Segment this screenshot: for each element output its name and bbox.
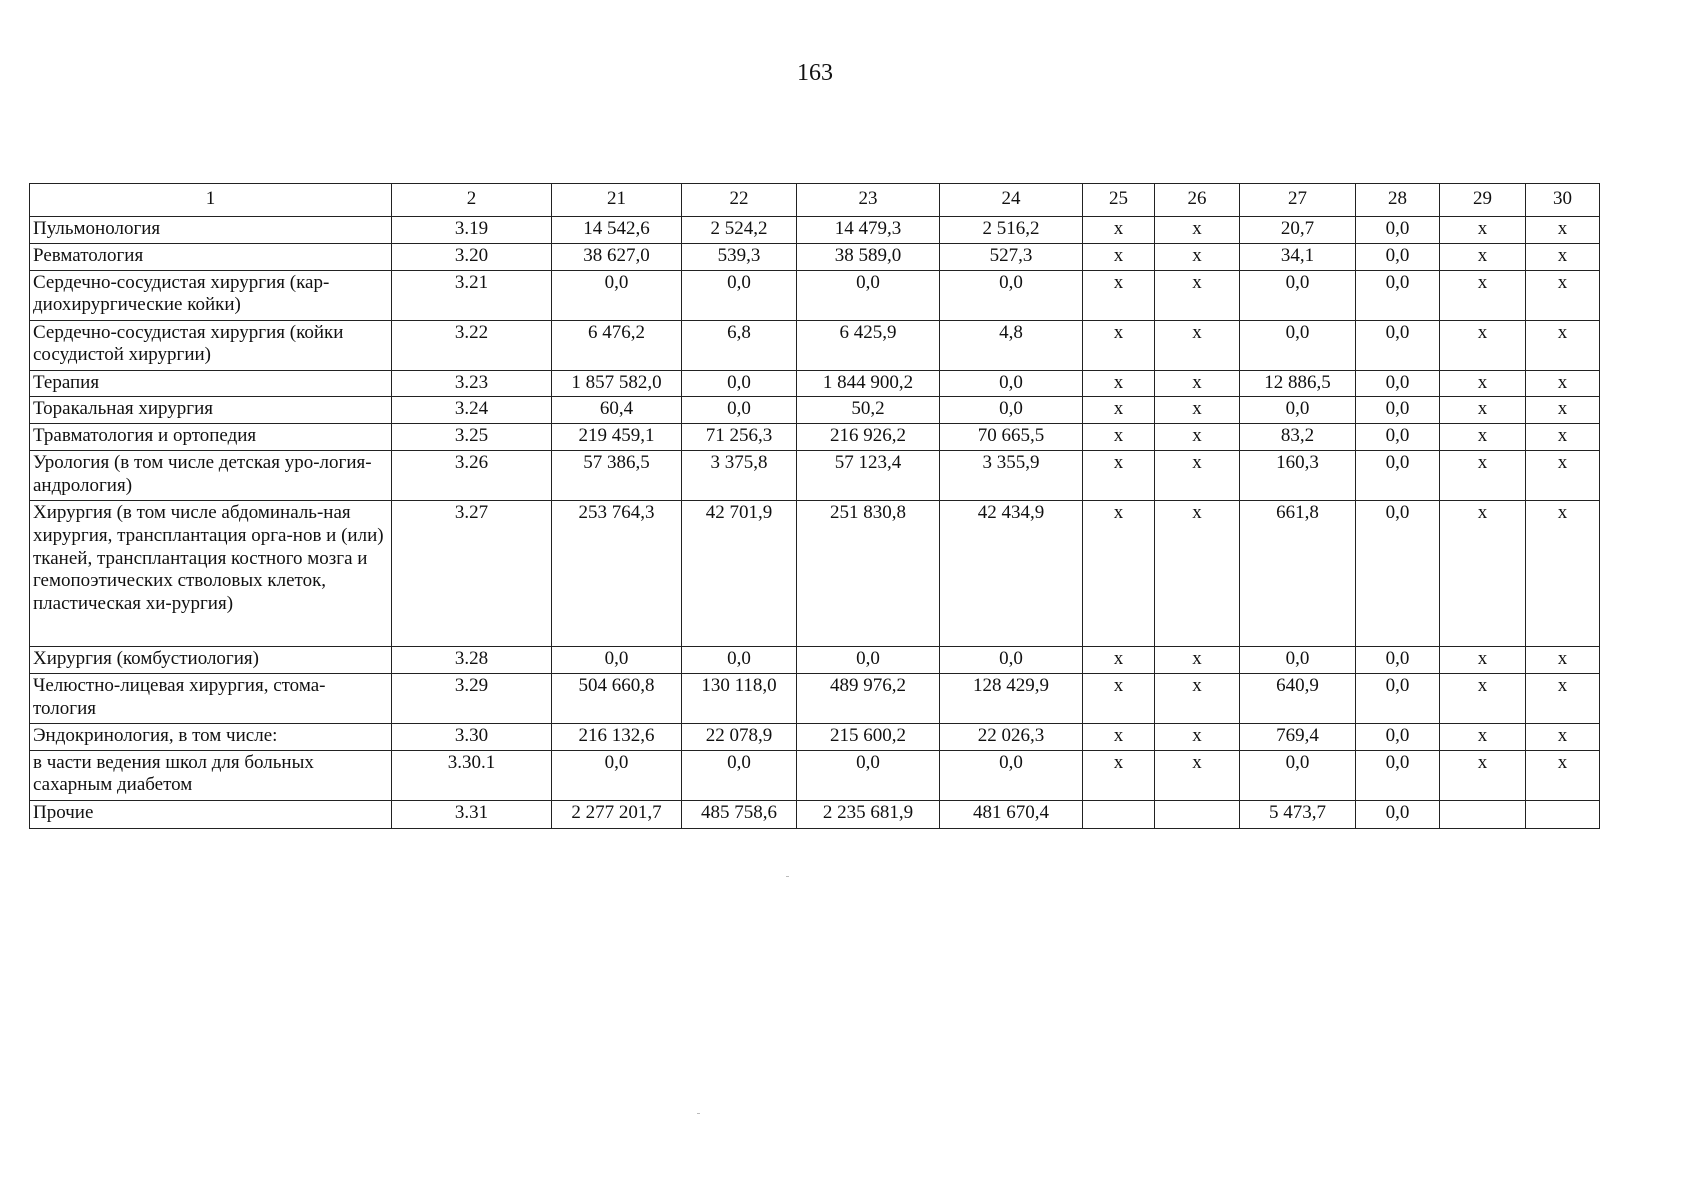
col-23-cell: 14 479,3 [797, 217, 940, 244]
col-29-cell: х [1440, 270, 1526, 320]
col-22-cell: 0,0 [682, 646, 797, 673]
column-header: 2 [392, 184, 552, 217]
col-25-cell: х [1083, 750, 1155, 800]
col-27-cell: 0,0 [1240, 750, 1356, 800]
col-21-cell: 38 627,0 [552, 243, 682, 270]
column-header: 28 [1356, 184, 1440, 217]
col-23-cell: 215 600,2 [797, 723, 940, 750]
row-code-cell: 3.28 [392, 646, 552, 673]
table-row [30, 646, 1600, 673]
col-26-cell [1155, 800, 1240, 828]
col-21-cell: 0,0 [552, 750, 682, 800]
col-25-cell: х [1083, 500, 1155, 646]
col-24-cell: 22 026,3 [940, 723, 1083, 750]
col-26-cell: х [1155, 370, 1240, 397]
scan-speck [786, 876, 789, 877]
col-27-cell: 0,0 [1240, 270, 1356, 320]
col-25-cell: х [1083, 723, 1155, 750]
col-29-cell: х [1440, 397, 1526, 424]
column-header: 22 [682, 184, 797, 217]
row-code-cell: 3.24 [392, 397, 552, 424]
row-code-cell: 3.20 [392, 243, 552, 270]
row-code-cell: 3.30.1 [392, 750, 552, 800]
table-row [30, 673, 1600, 723]
col-26-cell: х [1155, 243, 1240, 270]
column-header: 23 [797, 184, 940, 217]
col-26-cell: х [1155, 750, 1240, 800]
col-24-cell: 3 355,9 [940, 450, 1083, 500]
col-23-cell: 50,2 [797, 397, 940, 424]
col-21-cell: 216 132,6 [552, 723, 682, 750]
col-22-cell: 0,0 [682, 750, 797, 800]
col-24-cell: 0,0 [940, 646, 1083, 673]
row-name-cell: Челюстно-лицевая хирургия, стома-тология [30, 673, 392, 723]
table-row [30, 320, 1600, 370]
row-code-cell: 3.25 [392, 424, 552, 451]
col-24-cell: 0,0 [940, 270, 1083, 320]
col-21-cell: 57 386,5 [552, 450, 682, 500]
col-25-cell: х [1083, 243, 1155, 270]
col-21-cell: 2 277 201,7 [552, 800, 682, 828]
col-27-cell: 34,1 [1240, 243, 1356, 270]
col-29-cell: х [1440, 500, 1526, 646]
table-row [30, 450, 1600, 500]
col-26-cell: х [1155, 397, 1240, 424]
row-code-cell: 3.30 [392, 723, 552, 750]
col-28-cell: 0,0 [1356, 217, 1440, 244]
row-name-cell: Сердечно-сосудистая хирургия (койки сосудистой хирургии) [30, 320, 392, 370]
header-row [30, 184, 1600, 217]
col-23-cell: 251 830,8 [797, 500, 940, 646]
col-22-cell: 0,0 [682, 397, 797, 424]
col-25-cell: х [1083, 397, 1155, 424]
row-name-cell: Эндокринология, в том числе: [30, 723, 392, 750]
column-header: 29 [1440, 184, 1526, 217]
column-header: 1 [30, 184, 392, 217]
col-29-cell: х [1440, 750, 1526, 800]
col-26-cell: х [1155, 673, 1240, 723]
col-30-cell: х [1526, 500, 1600, 646]
col-25-cell: х [1083, 270, 1155, 320]
column-header: 27 [1240, 184, 1356, 217]
col-28-cell: 0,0 [1356, 397, 1440, 424]
table-row [30, 500, 1600, 646]
col-23-cell: 57 123,4 [797, 450, 940, 500]
table-row [30, 243, 1600, 270]
col-28-cell: 0,0 [1356, 500, 1440, 646]
col-24-cell: 527,3 [940, 243, 1083, 270]
col-24-cell: 481 670,4 [940, 800, 1083, 828]
col-22-cell: 130 118,0 [682, 673, 797, 723]
col-22-cell: 485 758,6 [682, 800, 797, 828]
col-24-cell: 0,0 [940, 397, 1083, 424]
row-name-cell: в части ведения школ для больных сахарным диабетом [30, 750, 392, 800]
col-21-cell: 60,4 [552, 397, 682, 424]
col-27-cell: 83,2 [1240, 424, 1356, 451]
col-21-cell: 0,0 [552, 646, 682, 673]
col-26-cell: х [1155, 646, 1240, 673]
col-25-cell: х [1083, 450, 1155, 500]
col-24-cell: 70 665,5 [940, 424, 1083, 451]
col-24-cell: 4,8 [940, 320, 1083, 370]
col-22-cell: 2 524,2 [682, 217, 797, 244]
col-24-cell: 42 434,9 [940, 500, 1083, 646]
col-24-cell: 2 516,2 [940, 217, 1083, 244]
col-30-cell: х [1526, 370, 1600, 397]
col-28-cell: 0,0 [1356, 750, 1440, 800]
col-27-cell: 20,7 [1240, 217, 1356, 244]
col-26-cell: х [1155, 270, 1240, 320]
col-30-cell: х [1526, 750, 1600, 800]
col-23-cell: 6 425,9 [797, 320, 940, 370]
col-28-cell: 0,0 [1356, 320, 1440, 370]
col-22-cell: 6,8 [682, 320, 797, 370]
col-30-cell: х [1526, 320, 1600, 370]
col-21-cell: 253 764,3 [552, 500, 682, 646]
row-code-cell: 3.27 [392, 500, 552, 646]
table-row [30, 270, 1600, 320]
column-header: 26 [1155, 184, 1240, 217]
col-29-cell [1440, 800, 1526, 828]
col-29-cell: х [1440, 320, 1526, 370]
row-name-cell: Пульмонология [30, 217, 392, 244]
col-28-cell: 0,0 [1356, 723, 1440, 750]
col-27-cell: 12 886,5 [1240, 370, 1356, 397]
col-29-cell: х [1440, 424, 1526, 451]
col-23-cell: 2 235 681,9 [797, 800, 940, 828]
col-29-cell: х [1440, 370, 1526, 397]
col-26-cell: х [1155, 450, 1240, 500]
col-27-cell: 769,4 [1240, 723, 1356, 750]
col-23-cell: 0,0 [797, 750, 940, 800]
row-name-cell: Ревматология [30, 243, 392, 270]
row-name-cell: Прочие [30, 800, 392, 828]
row-name-cell: Торакальная хирургия [30, 397, 392, 424]
table-row [30, 397, 1600, 424]
row-code-cell: 3.31 [392, 800, 552, 828]
col-25-cell: х [1083, 673, 1155, 723]
col-28-cell: 0,0 [1356, 673, 1440, 723]
col-25-cell: х [1083, 320, 1155, 370]
row-code-cell: 3.19 [392, 217, 552, 244]
col-27-cell: 640,9 [1240, 673, 1356, 723]
table-row [30, 723, 1600, 750]
col-21-cell: 219 459,1 [552, 424, 682, 451]
row-code-cell: 3.29 [392, 673, 552, 723]
col-27-cell: 160,3 [1240, 450, 1356, 500]
col-22-cell: 0,0 [682, 370, 797, 397]
col-23-cell: 38 589,0 [797, 243, 940, 270]
col-30-cell: х [1526, 450, 1600, 500]
col-28-cell: 0,0 [1356, 450, 1440, 500]
col-29-cell: х [1440, 450, 1526, 500]
col-22-cell: 22 078,9 [682, 723, 797, 750]
row-name-cell: Травматология и ортопедия [30, 424, 392, 451]
col-26-cell: х [1155, 217, 1240, 244]
col-21-cell: 1 857 582,0 [552, 370, 682, 397]
col-28-cell: 0,0 [1356, 646, 1440, 673]
column-header: 25 [1083, 184, 1155, 217]
col-30-cell: х [1526, 217, 1600, 244]
col-30-cell: х [1526, 673, 1600, 723]
col-30-cell: х [1526, 270, 1600, 320]
col-25-cell: х [1083, 424, 1155, 451]
col-30-cell: х [1526, 243, 1600, 270]
col-23-cell: 1 844 900,2 [797, 370, 940, 397]
col-26-cell: х [1155, 320, 1240, 370]
col-24-cell: 0,0 [940, 370, 1083, 397]
col-28-cell: 0,0 [1356, 243, 1440, 270]
col-22-cell: 42 701,9 [682, 500, 797, 646]
row-name-cell: Урология (в том числе детская уро-логия-андрология) [30, 450, 392, 500]
col-25-cell [1083, 800, 1155, 828]
table-row [30, 750, 1600, 800]
col-25-cell: х [1083, 370, 1155, 397]
col-23-cell: 0,0 [797, 646, 940, 673]
col-21-cell: 0,0 [552, 270, 682, 320]
table-row [30, 424, 1600, 451]
col-25-cell: х [1083, 646, 1155, 673]
col-28-cell: 0,0 [1356, 424, 1440, 451]
col-27-cell: 661,8 [1240, 500, 1356, 646]
col-30-cell: х [1526, 424, 1600, 451]
col-28-cell: 0,0 [1356, 270, 1440, 320]
table-row [30, 800, 1600, 828]
col-25-cell: х [1083, 217, 1155, 244]
row-name-cell: Сердечно-сосудистая хирургия (кар-диохирургические койки) [30, 270, 392, 320]
col-27-cell: 5 473,7 [1240, 800, 1356, 828]
col-29-cell: х [1440, 673, 1526, 723]
col-23-cell: 0,0 [797, 270, 940, 320]
row-name-cell: Хирургия (в том числе абдоминаль-ная хирургия, трансплантация орга-нов и (или) тканей, трансплантация костного мозга и гемопоэтических стволовых клеток, пластическая хи-рургия) [30, 500, 392, 646]
row-code-cell: 3.21 [392, 270, 552, 320]
col-29-cell: х [1440, 243, 1526, 270]
table-row [30, 217, 1600, 244]
column-header: 21 [552, 184, 682, 217]
col-30-cell [1526, 800, 1600, 828]
col-27-cell: 0,0 [1240, 320, 1356, 370]
row-name-cell: Хирургия (комбустиология) [30, 646, 392, 673]
col-28-cell: 0,0 [1356, 370, 1440, 397]
scan-speck [697, 1113, 700, 1114]
col-30-cell: х [1526, 646, 1600, 673]
col-23-cell: 489 976,2 [797, 673, 940, 723]
row-code-cell: 3.22 [392, 320, 552, 370]
row-code-cell: 3.23 [392, 370, 552, 397]
page-number: 163 [797, 60, 833, 86]
col-27-cell: 0,0 [1240, 646, 1356, 673]
col-26-cell: х [1155, 424, 1240, 451]
row-name-cell: Терапия [30, 370, 392, 397]
col-24-cell: 0,0 [940, 750, 1083, 800]
col-29-cell: х [1440, 723, 1526, 750]
col-22-cell: 539,3 [682, 243, 797, 270]
col-26-cell: х [1155, 723, 1240, 750]
table-row [30, 370, 1600, 397]
column-header: 30 [1526, 184, 1600, 217]
col-22-cell: 3 375,8 [682, 450, 797, 500]
col-30-cell: х [1526, 397, 1600, 424]
col-26-cell: х [1155, 500, 1240, 646]
col-21-cell: 504 660,8 [552, 673, 682, 723]
col-28-cell: 0,0 [1356, 800, 1440, 828]
col-27-cell: 0,0 [1240, 397, 1356, 424]
row-code-cell: 3.26 [392, 450, 552, 500]
col-24-cell: 128 429,9 [940, 673, 1083, 723]
data-table [29, 183, 1600, 829]
col-22-cell: 0,0 [682, 270, 797, 320]
col-29-cell: х [1440, 646, 1526, 673]
col-22-cell: 71 256,3 [682, 424, 797, 451]
col-23-cell: 216 926,2 [797, 424, 940, 451]
col-21-cell: 6 476,2 [552, 320, 682, 370]
col-29-cell: х [1440, 217, 1526, 244]
col-21-cell: 14 542,6 [552, 217, 682, 244]
column-header: 24 [940, 184, 1083, 217]
col-30-cell: х [1526, 723, 1600, 750]
